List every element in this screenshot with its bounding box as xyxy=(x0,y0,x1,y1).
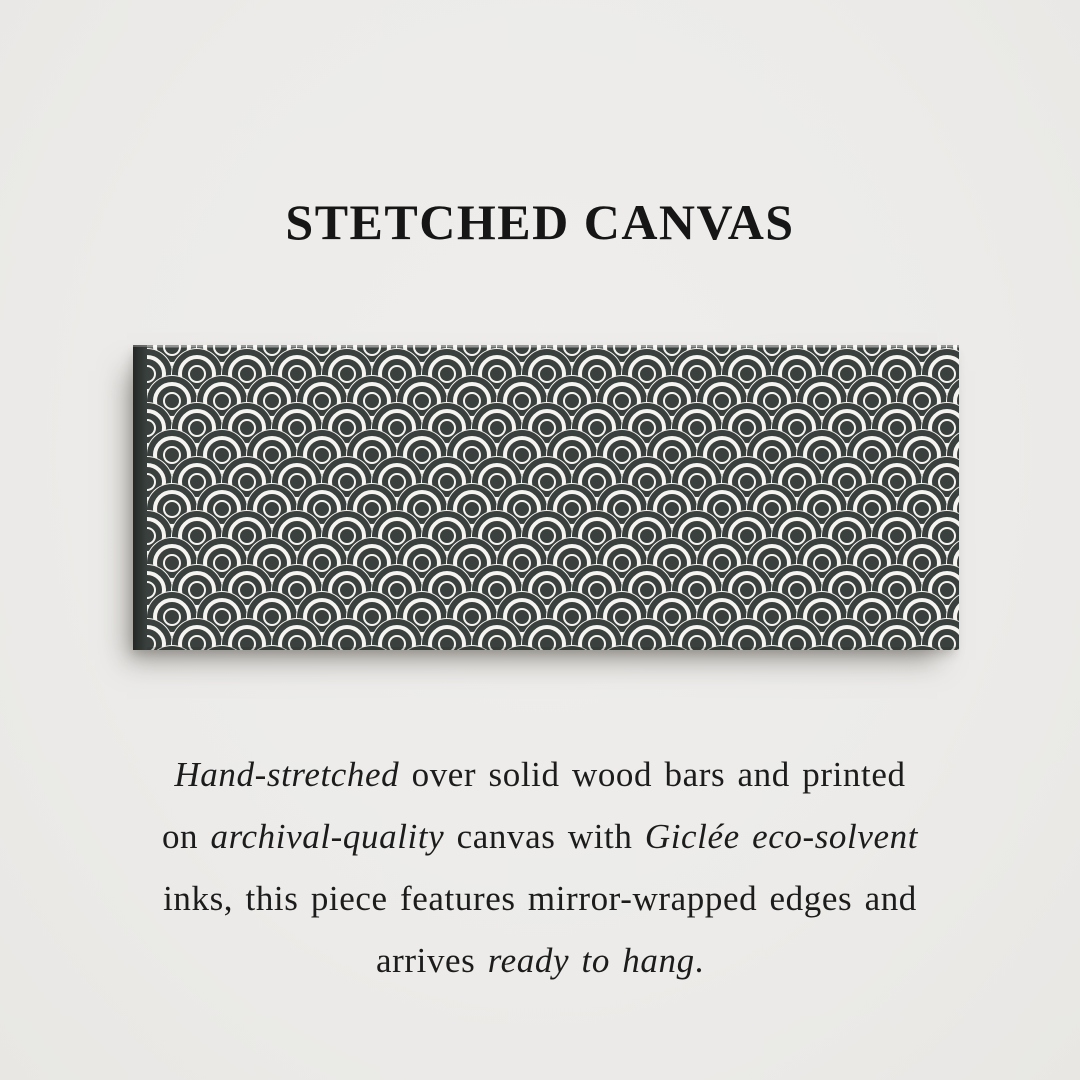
description-line xyxy=(0,744,1080,806)
description-line xyxy=(0,930,1080,992)
description-line xyxy=(0,868,1080,930)
text-segment: ready to hang xyxy=(487,941,695,980)
text-segment: inks, this piece features mirror-wrapped edges and xyxy=(163,879,917,918)
canvas-side-edge xyxy=(133,345,147,650)
seigaiha-pattern-image xyxy=(147,345,959,650)
text-segment: over solid wood bars and printed xyxy=(399,755,906,794)
description-line xyxy=(0,806,1080,868)
text-segment: archival-quality xyxy=(210,817,445,856)
text-segment: canvas with xyxy=(444,817,645,856)
text-segment: Giclée eco-solvent xyxy=(644,817,919,856)
canvas-front-face xyxy=(147,345,959,650)
text-segment: Hand-stretched xyxy=(174,755,400,794)
page-title: STETCHED CANVAS xyxy=(285,194,795,250)
text-segment: . xyxy=(694,941,705,980)
canvas-mockup xyxy=(133,345,959,650)
text-segment: on xyxy=(161,817,211,856)
description-paragraph xyxy=(0,744,1080,992)
text-segment: arrives xyxy=(375,941,488,980)
